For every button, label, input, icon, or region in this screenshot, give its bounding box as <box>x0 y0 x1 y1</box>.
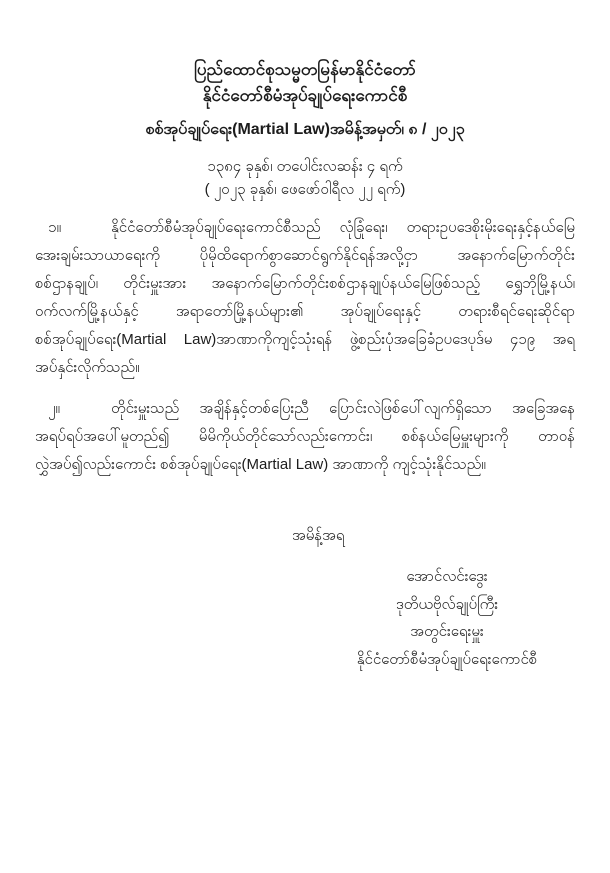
paragraph-2-number: ၂။ <box>48 400 60 417</box>
paragraph-1-line-1 <box>35 214 575 242</box>
signatory-role: အတွင်းရေးမှူး <box>410 623 484 640</box>
paragraph-1-line-1-text: နိုင်ငံတော်စီမံအုပ်ချုပ်ရေးကောင်စီသည် လုံခြုံရေး၊ တရားဥပဒေစိုးမိုးရေးနှင့်နယ်မြေ <box>111 219 575 236</box>
signature-block <box>327 563 567 673</box>
signatory-name: အောင်လင်းဒွေး <box>406 568 488 585</box>
by-order-label: အမိန့်အရ <box>292 527 345 544</box>
paragraph-2-line-1-text: တိုင်းမှူးသည် အချိန်နှင့်တစ်ပြေးညီ ပြောင်းလဲဖြစ်ပေါ်လျက်ရှိသော အခြေအနေ <box>111 400 575 417</box>
date-gregorian-calendar: ( ၂၀၂၃ ခုနှစ်၊ ဖေဖော်ဝါရီလ ၂၂ ရက်) <box>204 181 406 198</box>
signatory-organization: နိုင်ငံတော်စီမံအုပ်ချုပ်ရေးကောင်စီ <box>356 650 538 668</box>
date-myanmar-calendar: ၁၃၈၄ ခုနှစ်၊ တပေါင်းလဆန်း ၄ ရက် <box>207 158 403 175</box>
council-title: နိုင်ငံတော်စီမံအုပ်ချုပ်ရေးကောင်စီ <box>202 86 408 105</box>
paragraph-2-line-2: အရပ်ရပ်အပေါ်မူတည်၍ မိမိကိုယ်တိုင်သော်လည်းကောင်း၊ စစ်နယ်မြေမှူးများကို တာဝန် <box>35 428 575 445</box>
paragraph-1-line-5: စစ်အုပ်ချုပ်ရေး(Martial Law)အာဏာကိုကျင့်သုံးရန် ဖွဲ့စည်းပုံအခြေခံဥပဒေပုဒ်မ ၄၁၉ အရ <box>35 331 575 348</box>
paragraph-1-line-2: အေးချမ်းသာယာရေးကို ပိုမိုထိရောက်စွာဆောင်ရွက်နိုင်ရန်အလို့ငှာ အနောက်မြောက်တိုင်း <box>35 247 575 264</box>
signature-section <box>35 524 575 673</box>
paragraph-1-line-6: အပ်နှင်းလိုက်သည်။ <box>35 359 140 376</box>
date-block <box>35 155 575 201</box>
paragraph-2-line-1 <box>35 395 575 423</box>
paragraph-1 <box>35 214 575 382</box>
order-number-title: စစ်အုပ်ချုပ်ရေး(Martial Law)အမိန့်အမှတ်၊ ၈ / ၂၀၂၃ <box>145 121 465 138</box>
paragraph-1-number: ၁။ <box>48 219 61 236</box>
paragraph-1-line-4: ဝက်လက်မြို့နယ်နှင့် အရာတော်မြို့နယ်များ၏ အုပ်ချုပ်ရေးနှင့် တရားစီရင်ရေးဆိုင်ရာ <box>35 303 575 320</box>
document-header <box>35 57 575 201</box>
signatory-rank: ဒုတိယဗိုလ်ချုပ်ကြီး <box>395 595 499 613</box>
state-title: ပြည်ထောင်စုသမ္မတမြန်မာနိုင်ငံတော် <box>194 60 416 79</box>
document-body <box>35 214 575 479</box>
paragraph-2-line-3: လွှဲအပ်၍လည်းကောင်း စစ်အုပ်ချုပ်ရေး(Martial Law) အာဏာကို ကျင့်သုံးနိုင်သည်။ <box>35 456 486 473</box>
paragraph-1-line-3: စစ်ဌာနချုပ်၊ တိုင်းမှူးအား အနောက်မြောက်တိုင်းစစ်ဌာနချုပ်နယ်မြေဖြစ်သည့် ရွှေဘိုမြို့နယ်၊ <box>35 275 575 292</box>
paragraph-2 <box>35 395 575 479</box>
